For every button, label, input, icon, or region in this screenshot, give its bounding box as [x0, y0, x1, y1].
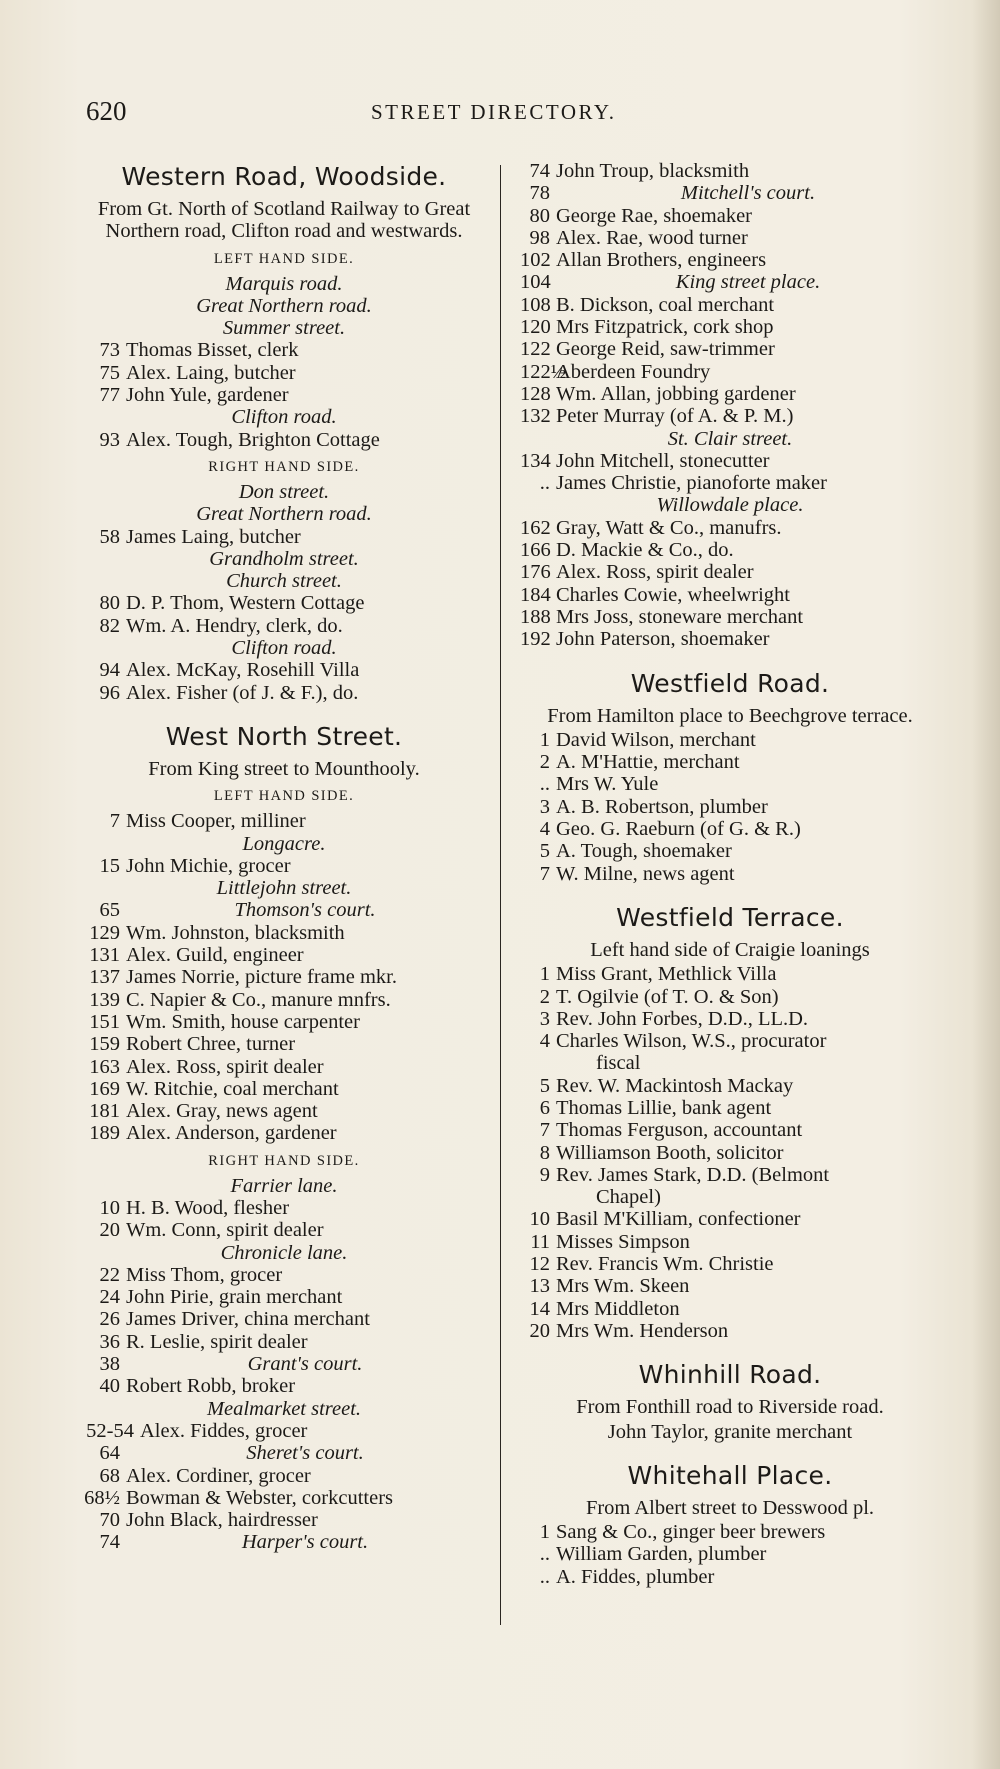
resident-name: Miss Thom, grocer: [126, 1263, 283, 1286]
resident-name: John Michie, grocer: [126, 854, 291, 877]
resident-name: Mrs Middleton: [556, 1297, 680, 1320]
directory-entry: [84, 1531, 484, 1553]
page-number: 620: [86, 96, 127, 126]
resident-name: Aberdeen Foundry: [556, 360, 711, 383]
resident-name: John Pirie, grain merchant: [126, 1286, 343, 1309]
cross-street: King street place.: [675, 271, 821, 294]
directory-entry: [520, 1566, 940, 1588]
house-number: 13: [529, 1275, 550, 1298]
house-number: 3: [539, 795, 550, 818]
house-number: 108: [520, 293, 551, 316]
directory-entry: [84, 1078, 484, 1100]
directory-entry: [84, 682, 484, 704]
house-number: 139: [89, 988, 120, 1011]
cross-street: Chronicle lane.: [220, 1241, 348, 1264]
section-title: Westfield Road.: [630, 668, 830, 698]
directory-entry: [84, 1331, 484, 1353]
cross-street: Great Northern road.: [196, 294, 372, 317]
house-number: 4: [539, 818, 550, 841]
house-number: 14: [529, 1297, 550, 1320]
house-number: 68½: [84, 1486, 120, 1509]
house-number: 64: [99, 1442, 120, 1465]
directory-entry: [84, 855, 484, 877]
house-number: 75: [99, 361, 120, 384]
directory-entry: [520, 1097, 940, 1119]
resident-name: Mrs Wm. Skeen: [556, 1275, 690, 1298]
directory-entry: [84, 1100, 484, 1122]
running-title: STREET DIRECTORY.: [371, 100, 617, 124]
directory-entry: [520, 1543, 940, 1565]
resident-name: Mrs Joss, stoneware merchant: [556, 605, 804, 628]
section-description: From Hamilton place to Beechgrove terrace.: [547, 704, 913, 727]
directory-entry: [520, 840, 940, 862]
house-number: 73: [99, 339, 120, 362]
directory-entry: [520, 729, 940, 751]
resident-name: W. Milne, news agent: [556, 862, 735, 885]
house-number: 4: [539, 1030, 550, 1053]
house-number: 169: [89, 1077, 120, 1100]
entry-continuation: Chapel): [596, 1186, 661, 1209]
directory-entry: [84, 922, 484, 944]
directory-entry: [520, 1008, 940, 1030]
resident-name: Miss Cooper, milliner: [126, 810, 306, 833]
page-header: [86, 96, 946, 136]
resident-name: Alex. Anderson, gardener: [126, 1122, 337, 1145]
entry-continuation: fiscal: [596, 1052, 641, 1075]
house-number: 192: [520, 628, 551, 651]
resident-name: Misses Simpson: [556, 1230, 690, 1253]
directory-entry: [520, 1164, 940, 1186]
directory-entry: [520, 1231, 940, 1253]
directory-entry: [520, 294, 940, 316]
house-number: 2: [539, 751, 550, 774]
cross-street: Don street.: [238, 480, 330, 503]
resident-name: James Driver, china merchant: [126, 1308, 370, 1331]
directory-entry: [520, 628, 940, 650]
cross-street: Mitchell's court.: [680, 182, 816, 205]
house-number: 40: [99, 1375, 120, 1398]
resident-name: Wm. A. Hendry, clerk, do.: [126, 614, 343, 637]
house-number: 128: [520, 382, 551, 405]
house-number: 12: [529, 1253, 550, 1276]
directory-entry: [84, 339, 484, 361]
cross-street: Grandholm street.: [209, 547, 359, 570]
resident-name: D. Mackie & Co., do.: [556, 539, 734, 562]
cross-street: Grant's court.: [247, 1353, 363, 1376]
resident-name: Thomas Ferguson, accountant: [556, 1119, 803, 1142]
directory-entry: [84, 1056, 484, 1078]
directory-entry: [84, 1122, 484, 1144]
section-title: Whinhill Road.: [638, 1360, 822, 1390]
house-number: 10: [99, 1196, 120, 1219]
house-number: 26: [99, 1308, 120, 1331]
directory-entry: [84, 989, 484, 1011]
directory-entry: [84, 899, 484, 921]
directory-entry: [520, 1030, 940, 1052]
directory-entry: [520, 1119, 940, 1141]
resident-name: David Wilson, merchant: [556, 728, 756, 751]
cross-street: Littlejohn street.: [216, 877, 352, 900]
house-number: 94: [99, 659, 120, 682]
house-number: 137: [89, 966, 120, 989]
resident-name: Rev. Francis Wm. Christie: [556, 1253, 774, 1276]
house-number: ..: [539, 1543, 550, 1566]
resident-name: Wm. Allan, jobbing gardener: [556, 382, 796, 405]
house-number: 7: [109, 810, 120, 833]
section-title: West North Street.: [165, 721, 403, 751]
left-column: [84, 160, 484, 1554]
directory-entry: [520, 338, 940, 360]
directory-entry: [520, 517, 940, 539]
directory-entry: [520, 383, 940, 405]
side-heading: RIGHT HAND SIDE.: [208, 1152, 360, 1169]
side-heading: RIGHT HAND SIDE.: [208, 458, 360, 475]
directory-entry: [84, 362, 484, 384]
directory-entry: [84, 1308, 484, 1330]
directory-entry: [520, 405, 940, 427]
house-number: 166: [520, 539, 551, 562]
house-number: 1: [539, 1521, 550, 1544]
directory-entry: [520, 1142, 940, 1164]
house-number: 122½: [520, 360, 567, 383]
section-description: Left hand side of Craigie loanings: [590, 938, 870, 961]
house-number: 22: [99, 1263, 120, 1286]
resident-name: Bowman & Webster, corkcutters: [126, 1486, 394, 1509]
house-number: ..: [539, 472, 550, 495]
directory-entry: [520, 205, 940, 227]
house-number: 7: [539, 862, 550, 885]
resident-name: Alex. Guild, engineer: [126, 944, 304, 967]
house-number: 20: [529, 1319, 550, 1342]
house-number: 163: [89, 1055, 120, 1078]
resident-name: Alex. Fisher (of J. & F.), do.: [126, 681, 359, 704]
directory-entry: [84, 1197, 484, 1219]
cross-street: Clifton road.: [231, 406, 337, 429]
directory-entry: [520, 863, 940, 885]
cross-street: Great Northern road.: [196, 503, 372, 526]
resident-name: A. B. Robertson, plumber: [556, 795, 768, 818]
resident-name: Mrs Wm. Henderson: [556, 1319, 729, 1342]
directory-entry: [84, 1375, 484, 1397]
house-number: ..: [539, 773, 550, 796]
directory-entry: [84, 1286, 484, 1308]
house-number: 7: [539, 1119, 550, 1142]
directory-entry: [520, 1320, 940, 1342]
house-number: ..: [539, 1565, 550, 1588]
directory-entry: [520, 773, 940, 795]
resident-name: H. B. Wood, flesher: [126, 1196, 290, 1219]
column-divider: [500, 165, 501, 1625]
house-number: 129: [89, 921, 120, 944]
house-number: 74: [99, 1531, 120, 1554]
cross-street: St. Clair street.: [667, 427, 793, 450]
resident-name: Mrs W. Yule: [556, 773, 659, 796]
house-number: 162: [520, 516, 551, 539]
directory-entry: [84, 1465, 484, 1487]
house-number: 70: [99, 1509, 120, 1532]
resident-name: George Rae, shoemaker: [556, 204, 753, 227]
resident-name: Geo. G. Raeburn (of G. & R.): [556, 818, 801, 841]
resident-name: Mrs Fitzpatrick, cork shop: [556, 316, 774, 339]
directory-entry: [84, 1487, 484, 1509]
resident-name: Basil M'Killiam, confectioner: [556, 1208, 801, 1231]
right-column: [520, 160, 940, 1588]
resident-name: Sang & Co., ginger beer brewers: [556, 1521, 826, 1544]
resident-name: John Troup, blacksmith: [556, 160, 750, 182]
resident-name: James Norrie, picture frame mkr.: [126, 966, 397, 989]
house-number: 134: [520, 449, 551, 472]
resident-name: John Paterson, shoemaker: [556, 628, 770, 651]
directory-entry: [84, 384, 484, 406]
directory-entry: [84, 1264, 484, 1286]
resident-name: Alex. Fiddes, grocer: [140, 1419, 308, 1442]
resident-name: T. Ogilvie (of T. O. & Son): [556, 985, 779, 1008]
resident-name: Rev. W. Mackintosh Mackay: [556, 1074, 794, 1097]
directory-entry: [520, 751, 940, 773]
directory-entry: [520, 796, 940, 818]
house-number: 122: [520, 338, 551, 361]
resident-name: George Reid, saw-trimmer: [556, 338, 775, 361]
resident-name: D. P. Thom, Western Cottage: [126, 592, 365, 615]
cross-street: Harper's court.: [241, 1531, 369, 1554]
house-number: 188: [520, 605, 551, 628]
house-number: 189: [89, 1122, 120, 1145]
resident-name: William Garden, plumber: [556, 1543, 767, 1566]
resident-name: W. Ritchie, coal merchant: [126, 1077, 339, 1100]
directory-entry: [520, 227, 940, 249]
resident-name: Robert Robb, broker: [126, 1375, 296, 1398]
directory-entry: [520, 606, 940, 628]
page-edge-shadow: [972, 0, 1000, 1769]
cross-street: Thomson's court.: [234, 899, 376, 922]
section-description: From Gt. North of Scotland Railway to Great Northern road, Clifton road and westwards.: [97, 198, 471, 243]
section-title: Western Road, Woodside.: [121, 162, 447, 191]
house-number: 131: [89, 944, 120, 967]
house-number: 1: [539, 963, 550, 986]
directory-entry: [84, 1033, 484, 1055]
directory-entry: [520, 271, 940, 293]
resident-name: Williamson Booth, solicitor: [556, 1141, 784, 1164]
resident-name: Wm. Johnston, blacksmith: [126, 921, 345, 944]
directory-entry: [520, 986, 940, 1008]
directory-entry: [520, 1298, 940, 1320]
house-number: 104: [520, 271, 551, 294]
resident-name: Alex. Laing, butcher: [126, 361, 296, 384]
house-number: 68: [99, 1464, 120, 1487]
directory-entry: [520, 561, 940, 583]
resident-name: Alex. Ross, spirit dealer: [556, 561, 754, 584]
house-number: 78: [529, 182, 550, 205]
house-number: 15: [99, 854, 120, 877]
resident-name: Gray, Watt & Co., manufrs.: [556, 516, 782, 539]
house-number: 24: [99, 1286, 120, 1309]
house-number: 11: [530, 1230, 550, 1253]
house-number: 120: [520, 316, 551, 339]
directory-entry: [84, 1509, 484, 1531]
resident-name: B. Dickson, coal merchant: [556, 293, 775, 316]
section-description: John Taylor, granite merchant: [607, 1420, 853, 1443]
house-number: 1: [539, 728, 550, 751]
directory-entry: [520, 584, 940, 606]
resident-name: R. Leslie, spirit dealer: [126, 1330, 308, 1353]
directory-entry: [84, 526, 484, 548]
side-heading: LEFT HAND SIDE.: [213, 788, 355, 805]
directory-entry: [84, 1420, 484, 1442]
resident-name: Wm. Smith, house carpenter: [126, 1010, 360, 1033]
house-number: 93: [99, 428, 120, 451]
section-title: Westfield Terrace.: [616, 902, 844, 932]
house-number: 9: [539, 1163, 550, 1186]
resident-name: Alex. McKay, Rosehill Villa: [126, 659, 360, 682]
house-number: 2: [539, 985, 550, 1008]
directory-entry: [520, 249, 940, 271]
directory-entry: [84, 659, 484, 681]
resident-name: A. Fiddes, plumber: [556, 1565, 715, 1588]
directory-entry: [84, 1011, 484, 1033]
house-number: 176: [520, 561, 551, 584]
side-heading: LEFT HAND SIDE.: [213, 250, 355, 267]
house-number: 52-54: [86, 1419, 134, 1442]
house-number: 5: [539, 840, 550, 863]
directory-entry: [520, 1075, 940, 1097]
directory-entry: [84, 1353, 484, 1375]
house-number: 102: [520, 249, 551, 272]
section-description: From King street to Mounthooly.: [148, 757, 420, 780]
directory-entry: [84, 944, 484, 966]
directory-entry: [84, 966, 484, 988]
cross-street: Marquis road.: [225, 272, 343, 295]
house-number: 77: [99, 384, 120, 407]
cross-street: Summer street.: [222, 317, 346, 340]
directory-entry: [520, 1521, 940, 1543]
resident-name: John Black, hairdresser: [126, 1509, 318, 1532]
resident-name: John Mitchell, stonecutter: [556, 449, 770, 472]
house-number: 159: [89, 1033, 120, 1056]
resident-name: Miss Grant, Methlick Villa: [556, 963, 777, 986]
house-number: 65: [99, 899, 120, 922]
resident-name: Alex. Gray, news agent: [126, 1100, 318, 1123]
resident-name: Alex. Tough, Brighton Cottage: [126, 428, 380, 451]
resident-name: Alex. Ross, spirit dealer: [126, 1055, 324, 1078]
section-description: From Fonthill road to Riverside road.: [576, 1396, 884, 1419]
resident-name: Thomas Lillie, bank agent: [556, 1096, 772, 1119]
resident-name: C. Napier & Co., manure mnfrs.: [126, 988, 391, 1011]
resident-name: Wm. Conn, spirit dealer: [126, 1219, 324, 1242]
house-number: 80: [529, 204, 550, 227]
resident-name: John Yule, gardener: [126, 384, 289, 407]
house-number: 58: [99, 525, 120, 548]
directory-entry: [520, 472, 940, 494]
directory-entry: [520, 1253, 940, 1275]
directory-entry: [84, 810, 484, 832]
house-number: 5: [539, 1074, 550, 1097]
directory-entry: [520, 1275, 940, 1297]
directory-entry: [520, 316, 940, 338]
resident-name: Charles Cowie, wheelwright: [556, 583, 790, 606]
resident-name: Rev. James Stark, D.D. (Belmont: [556, 1163, 830, 1186]
directory-entry: [84, 1219, 484, 1241]
resident-name: Alex. Cordiner, grocer: [126, 1464, 311, 1487]
house-number: 80: [99, 592, 120, 615]
house-number: 98: [529, 226, 550, 249]
directory-entry: [84, 615, 484, 637]
resident-name: A. M'Hattie, merchant: [556, 751, 740, 774]
resident-name: Allan Brothers, engineers: [556, 249, 767, 272]
directory-entry: [520, 1208, 940, 1230]
resident-name: Robert Chree, turner: [126, 1033, 296, 1056]
cross-street: Sheret's court.: [246, 1442, 364, 1465]
resident-name: A. Tough, shoemaker: [556, 840, 732, 863]
house-number: 6: [539, 1096, 550, 1119]
resident-name: Thomas Bisset, clerk: [126, 339, 299, 362]
cross-street: Longacre.: [242, 832, 326, 855]
resident-name: Rev. John Forbes, D.D., LL.D.: [556, 1007, 809, 1030]
directory-entry: [84, 592, 484, 614]
house-number: 38: [99, 1353, 120, 1376]
resident-name: James Christie, pianoforte maker: [556, 472, 827, 495]
house-number: 8: [539, 1141, 550, 1164]
directory-entry: [84, 429, 484, 451]
house-number: 151: [89, 1010, 120, 1033]
house-number: 10: [529, 1208, 550, 1231]
house-number: 36: [99, 1330, 120, 1353]
house-number: 132: [520, 405, 551, 428]
resident-name: Peter Murray (of A. & P. M.): [556, 405, 794, 428]
house-number: 20: [99, 1219, 120, 1242]
house-number: 181: [89, 1100, 120, 1123]
house-number: 3: [539, 1007, 550, 1030]
resident-name: James Laing, butcher: [126, 525, 301, 548]
directory-entry: [520, 963, 940, 985]
house-number: 96: [99, 681, 120, 704]
house-number: 74: [529, 160, 550, 182]
directory-entry: [520, 160, 940, 182]
resident-name: Charles Wilson, W.S., procurator: [556, 1030, 827, 1053]
cross-street: Farrier lane.: [230, 1174, 338, 1197]
cross-street: Clifton road.: [231, 637, 337, 660]
resident-name: Alex. Rae, wood turner: [556, 226, 748, 249]
directory-entry: [520, 818, 940, 840]
section-description: From Albert street to Desswood pl.: [585, 1496, 875, 1519]
directory-entry: [520, 539, 940, 561]
cross-street: Willowdale place.: [656, 494, 804, 517]
section-title: Whitehall Place.: [627, 1460, 833, 1490]
cross-street: Church street.: [226, 570, 342, 593]
directory-entry: [520, 361, 940, 383]
cross-street: Mealmarket street.: [206, 1397, 362, 1420]
directory-entry: [520, 182, 940, 204]
house-number: 184: [520, 583, 551, 606]
house-number: 82: [99, 614, 120, 637]
directory-entry: [520, 450, 940, 472]
directory-entry: [84, 1442, 484, 1464]
